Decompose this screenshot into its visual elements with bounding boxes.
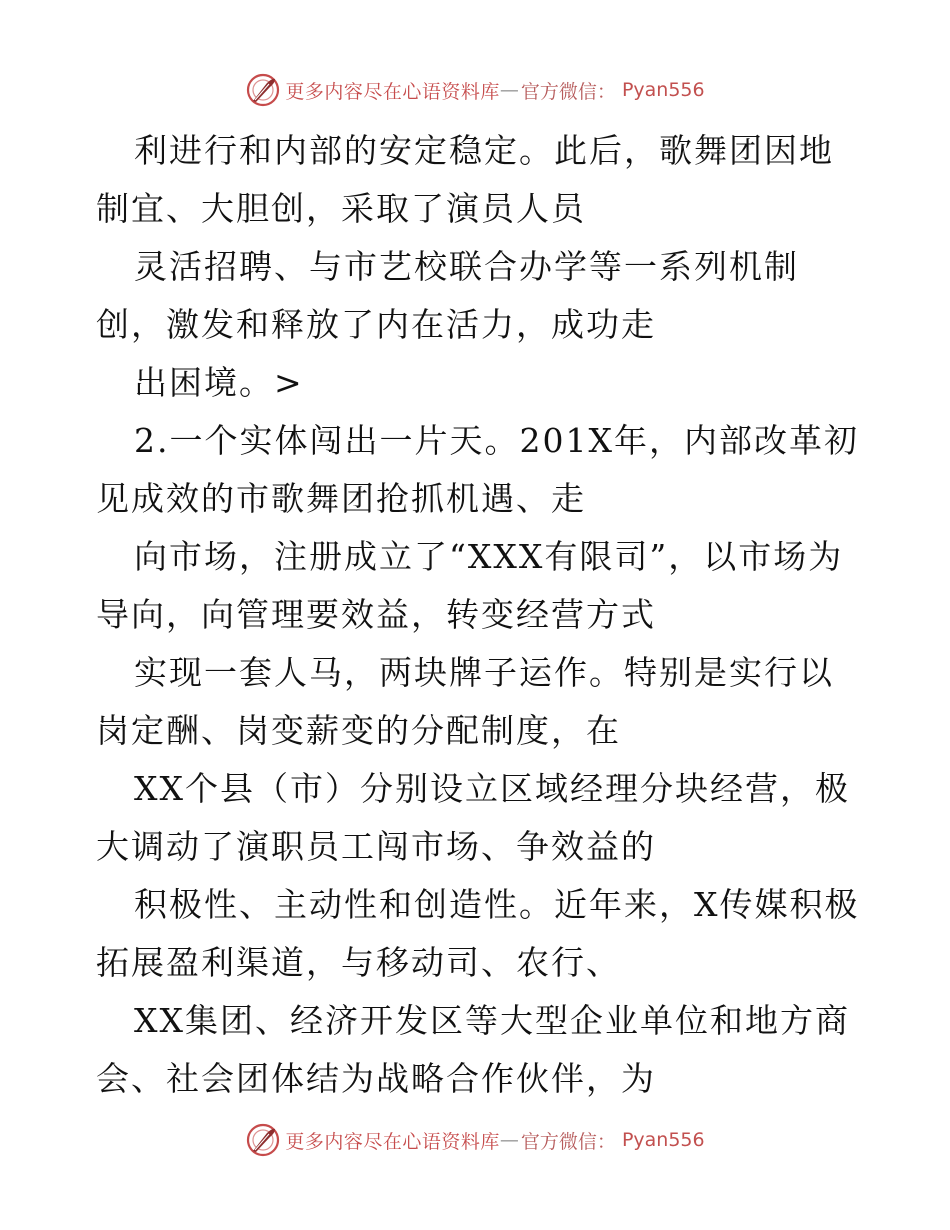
footer-watermark — [0, 1120, 950, 1160]
paragraph-3: 出困境。> — [134, 363, 304, 402]
paragraph-5: 向市场，注册成立了“XXX有限司”，以市场为导向，向管理要效益，转变经营方式 — [96, 537, 844, 634]
paragraph-2: 灵活招聘、与市艺校联合办学等一系列机制创，激发和释放了内在活力，成功走 — [96, 247, 799, 344]
watermark-wechat-label: 官方微信： — [520, 1130, 616, 1153]
watermark-dash: — — [499, 79, 519, 101]
document-body — [96, 122, 866, 1108]
watermark-wechat-label: 官方微信： — [520, 80, 616, 103]
watermark-site-text: 更多内容尽在心语资料库 — [285, 80, 500, 103]
watermark-site-text: 更多内容尽在心语资料库 — [285, 1130, 500, 1153]
header-watermark — [0, 70, 950, 110]
watermark-wechat-id: Pyan556 — [621, 79, 705, 101]
quill-pen-icon — [245, 1122, 281, 1158]
watermark-dash: — — [499, 1129, 519, 1151]
paragraph-4: 2.一个实体闯出一片天。201X年，内部改革初见成效的市歌舞团抢抓机遇、走 — [96, 421, 859, 518]
paragraph-1: 利进行和内部的安定稳定。此后，歌舞团因地制宜、大胆创，采取了演员人员 — [96, 131, 834, 228]
watermark-wechat-id: Pyan556 — [621, 1129, 705, 1151]
quill-pen-icon — [245, 72, 281, 108]
paragraph-8: 积极性、主动性和创造性。近年来，X传媒积极拓展盈利渠道，与移动司、农行、 — [96, 885, 860, 982]
paragraph-9: XX集团、经济开发区等大型企业单位和地方商会、社会团体结为战略合作伙伴，为 — [96, 1001, 850, 1098]
paragraph-6: 实现一套人马，两块牌子运作。特别是实行以岗定酬、岗变薪变的分配制度，在 — [96, 653, 834, 750]
paragraph-7: XX个县（市）分别设立区域经理分块经营，极大调动了演职员工闯市场、争效益的 — [96, 769, 850, 866]
